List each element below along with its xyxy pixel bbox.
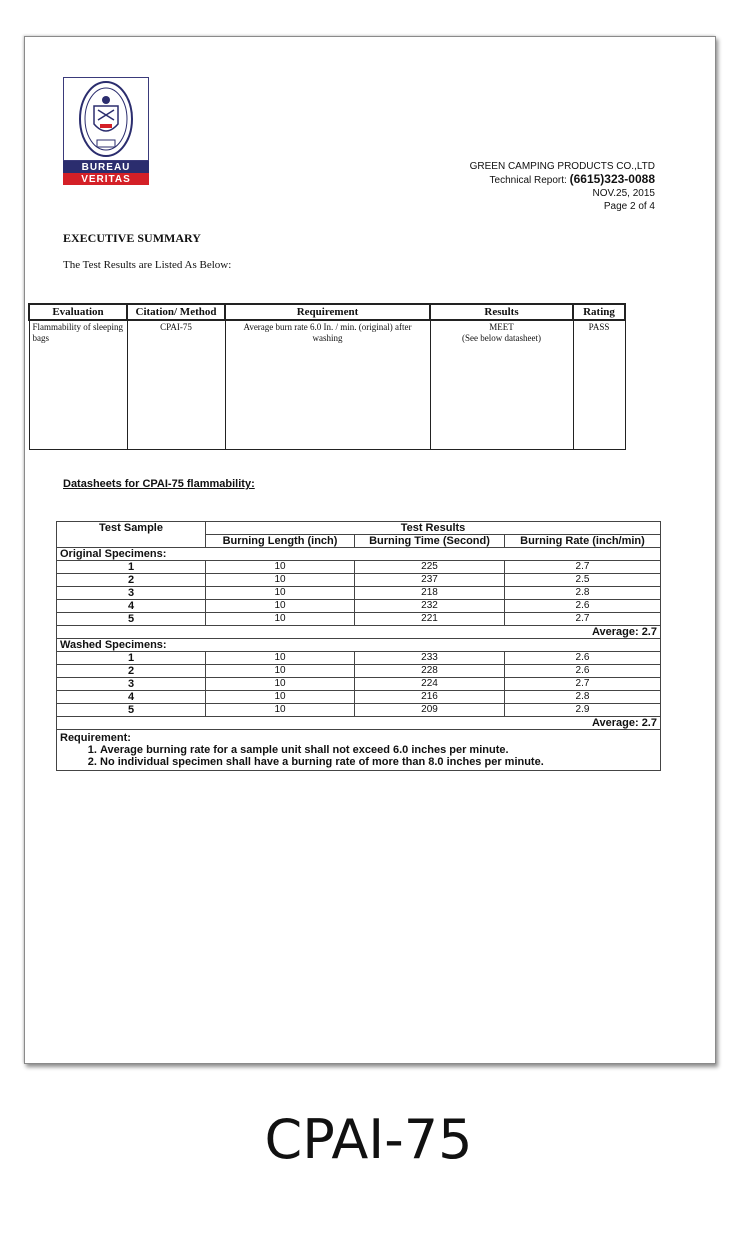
burning-time: 233 xyxy=(355,652,505,665)
burning-rate: 2.5 xyxy=(505,574,661,587)
table-row xyxy=(57,704,661,717)
sample-number: 3 xyxy=(57,587,206,600)
header-burning-rate: Burning Rate (inch/min) xyxy=(505,535,661,548)
burning-length: 10 xyxy=(206,665,355,678)
summary-header-row xyxy=(29,304,625,320)
sample-number: 4 xyxy=(57,600,206,613)
table-row xyxy=(57,600,661,613)
result-note: (See below datasheet) xyxy=(462,333,541,343)
burning-length: 10 xyxy=(206,652,355,665)
table-row xyxy=(57,691,661,704)
burning-length: 10 xyxy=(206,587,355,600)
burning-time: 224 xyxy=(355,678,505,691)
burning-length: 10 xyxy=(206,613,355,626)
logo-bureau-bar xyxy=(63,161,149,173)
requirement-label: Requirement: xyxy=(60,732,131,744)
average-row-original xyxy=(57,626,661,639)
table-row xyxy=(57,678,661,691)
table-row xyxy=(57,587,661,600)
burning-length: 10 xyxy=(206,574,355,587)
company-name: GREEN CAMPING PRODUCTS CO.,LTD xyxy=(469,161,655,172)
burning-time: 225 xyxy=(355,561,505,574)
datasheet-title: Datasheets for CPAI-75 flammability: xyxy=(63,478,255,490)
burning-rate: 2.7 xyxy=(505,678,661,691)
original-specimens-label: Original Specimens: xyxy=(57,548,661,561)
table-row xyxy=(57,665,661,678)
table-row xyxy=(57,652,661,665)
header-method: Citation/ Method xyxy=(127,304,225,320)
header-test-results: Test Results xyxy=(206,522,661,535)
burning-time: 232 xyxy=(355,600,505,613)
summary-row xyxy=(29,320,625,450)
sample-number: 1 xyxy=(57,652,206,665)
logo-veritas-bar xyxy=(63,173,149,185)
sample-number: 2 xyxy=(57,665,206,678)
header-rating: Rating xyxy=(573,304,625,320)
header-evaluation: Evaluation xyxy=(29,304,127,320)
sample-number: 2 xyxy=(57,574,206,587)
burning-length: 10 xyxy=(206,561,355,574)
burning-rate: 2.6 xyxy=(505,600,661,613)
header-requirement: Requirement xyxy=(225,304,430,320)
burning-rate: 2.8 xyxy=(505,691,661,704)
burning-rate: 2.9 xyxy=(505,704,661,717)
report-page xyxy=(24,36,716,1064)
report-number-line xyxy=(470,173,655,187)
logo-seal-icon xyxy=(63,77,149,161)
datasheet-header-row-1 xyxy=(57,522,661,535)
header-burning-length: Burning Length (inch) xyxy=(206,535,355,548)
report-label: Technical Report: xyxy=(489,175,567,186)
burning-rate: 2.7 xyxy=(505,613,661,626)
burning-time: 218 xyxy=(355,587,505,600)
company-header xyxy=(470,160,655,213)
section-row-original xyxy=(57,548,661,561)
logo-veritas-text: VERITAS xyxy=(81,173,131,185)
burning-length: 10 xyxy=(206,600,355,613)
burning-time: 228 xyxy=(355,665,505,678)
header-results: Results xyxy=(430,304,573,320)
bureau-veritas-logo xyxy=(63,77,149,185)
sample-number: 5 xyxy=(57,704,206,717)
burning-rate: 2.8 xyxy=(505,587,661,600)
table-row xyxy=(57,613,661,626)
page-number: Page 2 of 4 xyxy=(603,201,655,212)
footer-caption: CPAI-75 xyxy=(264,1108,473,1171)
logo-bureau-text: BUREAU xyxy=(81,161,131,173)
burning-time: 237 xyxy=(355,574,505,587)
washed-specimens-label: Washed Specimens: xyxy=(57,639,661,652)
washed-average: Average: 2.7 xyxy=(57,717,661,730)
burning-rate: 2.6 xyxy=(505,665,661,678)
burning-rate: 2.7 xyxy=(505,561,661,574)
header-test-sample: Test Sample xyxy=(57,522,206,548)
average-row-washed xyxy=(57,717,661,730)
result-main: MEET xyxy=(489,322,514,332)
report-number: (6615)323-0088 xyxy=(569,172,655,186)
requirement-list xyxy=(60,744,657,768)
cell-requirement: Average burn rate 6.0 In. / min. (original) after washing xyxy=(225,320,430,450)
header-burning-time: Burning Time (Second) xyxy=(355,535,505,548)
cell-results xyxy=(430,320,573,450)
burning-length: 10 xyxy=(206,691,355,704)
table-row xyxy=(57,574,661,587)
report-date: NOV.25, 2015 xyxy=(592,188,655,199)
sample-number: 3 xyxy=(57,678,206,691)
cell-method: CPAI-75 xyxy=(127,320,225,450)
datasheet-table xyxy=(56,521,661,771)
cell-rating: PASS xyxy=(573,320,625,450)
burning-length: 10 xyxy=(206,678,355,691)
requirement-item: 2. No individual specimen shall have a burning rate of more than 8.0 inches per minute. xyxy=(100,756,657,768)
burning-time: 216 xyxy=(355,691,505,704)
requirement-row xyxy=(57,730,661,771)
original-average: Average: 2.7 xyxy=(57,626,661,639)
table-row xyxy=(57,561,661,574)
burning-length: 10 xyxy=(206,704,355,717)
executive-summary-subtitle: The Test Results are Listed As Below: xyxy=(63,259,232,271)
executive-summary-title: EXECUTIVE SUMMARY xyxy=(63,231,201,245)
cell-evaluation: Flammability of sleeping bags xyxy=(29,320,127,450)
requirement-cell xyxy=(57,730,661,771)
section-row-washed xyxy=(57,639,661,652)
burning-time: 221 xyxy=(355,613,505,626)
sample-number: 5 xyxy=(57,613,206,626)
sample-number: 4 xyxy=(57,691,206,704)
burning-rate: 2.6 xyxy=(505,652,661,665)
requirement-item: 1. Average burning rate for a sample unit shall not exceed 6.0 inches per minute. xyxy=(100,744,657,756)
sample-number: 1 xyxy=(57,561,206,574)
summary-table xyxy=(28,303,626,450)
burning-time: 209 xyxy=(355,704,505,717)
